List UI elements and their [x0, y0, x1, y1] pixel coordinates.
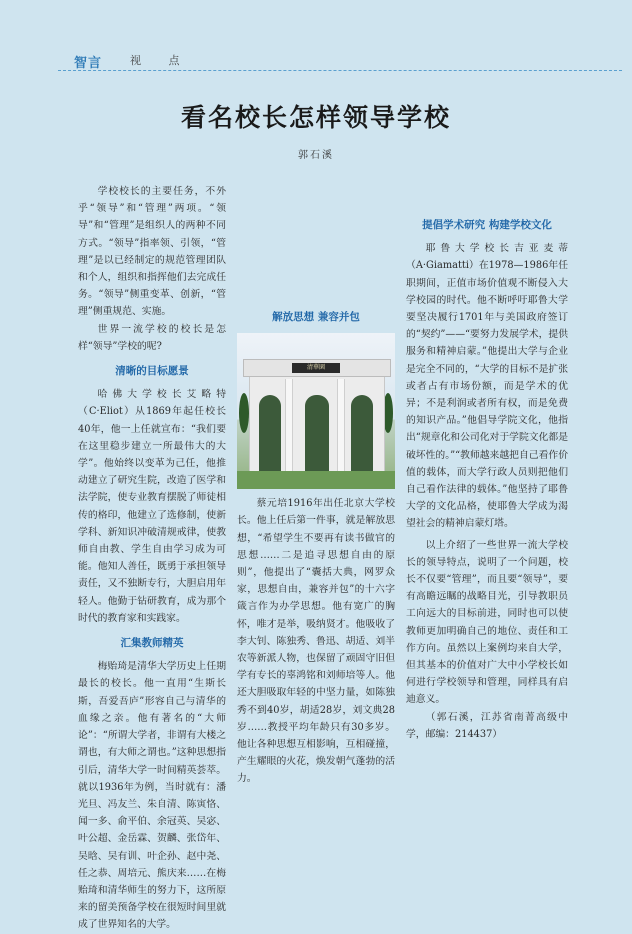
gate-column: [337, 379, 345, 471]
intro-question: 世界一流学校的校长是怎样“领导”学校的呢?: [78, 323, 226, 352]
article-author: 郭石溪: [298, 150, 334, 161]
header-divider: [58, 70, 622, 71]
intro-paragraph: 学校校长的主要任务，不外乎“领导”和“管理”两项。“领导”和“管理”是组织人的两种不同方式。“领导”指率领、引领，“管理”是以已经制定的规范管理团队和个人，组织和指挥他们去完成任务。“领导”侧重变革、创新，“管理”侧重规范、实施。: [78, 186, 226, 318]
section-heading: 汇集教师精英: [120, 637, 184, 650]
lawn: [237, 471, 395, 489]
section-heading: 提倡学术研究 构建学校文化: [422, 219, 552, 231]
section-paragraph: 耶鲁大学校长吉亚麦蒂（A·Giamatti）在1978—1986年任职期间，正值市场价值观不断侵入大学校园的时代。他不断呼吁耶鲁大学要坚决履行1701年与美国政府签订的“契约”——“要努力发展学术，提供服务和精神启蒙。”他提出大学与企业是完全不同的，“大学的目标不是扩张或者占有市场份额，而是学术的优异；不是利润或者所有权，而是免费的知识产品。”他倡导学院文化，他指出“规章化和公司化对于学院文化都是破坏性的。”“教师越来越把自己看作价值的载体，而大学行政人员则把他们自己看作法律的载体。”他坚持了耶鲁大学的文化品格，使耶鲁大学成为渴望社会的精神启蒙灯塔。: [406, 243, 568, 530]
author-note: （郭石溪，江苏省南菁高级中学，邮编：214437）: [406, 711, 568, 740]
gate-column: [285, 379, 293, 471]
section-paragraph: 哈佛大学校长艾略特（C·Eliot）从1869年起任校长40年，他一上任就宣布：“我们要在这里稳步建立一所最伟大的大学”。他始终以变革为己任，他推动建立了研究生院，改造了医学和法学院，使专业教育摆脱了师徒相传的格印，他建立了选修制，使新学科、新知识冲破清规戒律，使教师自由教、学生自由学习成为可能。他知人善任，既勇于承担领导责任，又不独断专行，大胆启用年轻人。他勤于钻研教育，成为那个时代的教育家和实践家。: [78, 389, 226, 624]
section-heading: 清晰的目标愿景: [115, 365, 189, 378]
conclusion-paragraph: 以上介绍了一些世界一流大学校长的领导特点，说明了一个问题，校长不仅要“管理”，而且要“领导”，要有高瞻远瞩的战略目光，引导教职员工向远大的目标前进，同时也可以使教师更加明确自己的地位、责任和工作方向。虽然以上案例均来自大学，但其基本的价值对广大中小学校长如何进行学校领导和管理，同样具有启迪意义。: [406, 539, 568, 706]
gate-plaque: 清華園: [292, 363, 340, 373]
gate-arch: [351, 395, 373, 471]
page-header: [0, 0, 632, 70]
text-column-3: [406, 183, 568, 743]
column-label: 视 点: [130, 54, 192, 67]
section-heading: 解放思想 兼容并包: [272, 311, 360, 323]
article-title: 看名校长怎样领导学校: [180, 103, 451, 132]
text-column-2: [237, 183, 395, 785]
section-label: 智言: [74, 56, 103, 71]
section-paragraph: 蔡元培1916年出任北京大学校长。他上任后第一件事，就是解放思想，“希望学生不要再有读书做官的思想……二是追寻思想自由的原则”，他提出了“囊括大典，网罗众家，思想自由，兼容并包”的十六字箴言作为办学思想。他有宽广的胸怀，唯才是举，吸纳贤才。他吸收了李大钊、陈独秀、鲁迅、胡适、刘半农等新派人物，也保留了顽固守旧但学有专长的辜鸿铭和刘师培等人。他还大胆吸取年轻的中坚力量，如陈独秀不到40岁，胡适28岁，刘文典28岁……教授平均年龄只有30多岁。他让各种思想互相影响，互相碰撞，产生耀眼的火花，焕发朝气蓬勃的活力。: [237, 498, 395, 785]
gate-arch: [305, 395, 329, 471]
gate-arch: [259, 395, 281, 471]
text-column-1: [78, 183, 226, 931]
campus-gate-photo: [237, 333, 395, 489]
tree-shape: [239, 393, 249, 433]
section-paragraph: 梅贻琦是清华大学历史上任期最长的校长。他一直用“生斯长斯，吾爱吾庐”形容自己与清华的血缘之亲。他有著名的“大师论”：“所谓大学者，非谓有大楼之谓也，有大师之谓也。”这种思想指引后，清华大学一时间精英荟萃。就以1936年为例，当时就有：潘光旦、冯友兰、朱自清、陈寅恪、闻一多、俞平伯、余冠英、吴宓、叶公超、金岳霖、贺麟、张岱年、吴晗、吴有训、叶企孙、赵中尧、任之恭、周培元、熊庆来……在梅贻琦和清华师生的努力下，这所原来的留美预备学校在很短时间里就成了世界知名的大学。: [78, 661, 226, 931]
